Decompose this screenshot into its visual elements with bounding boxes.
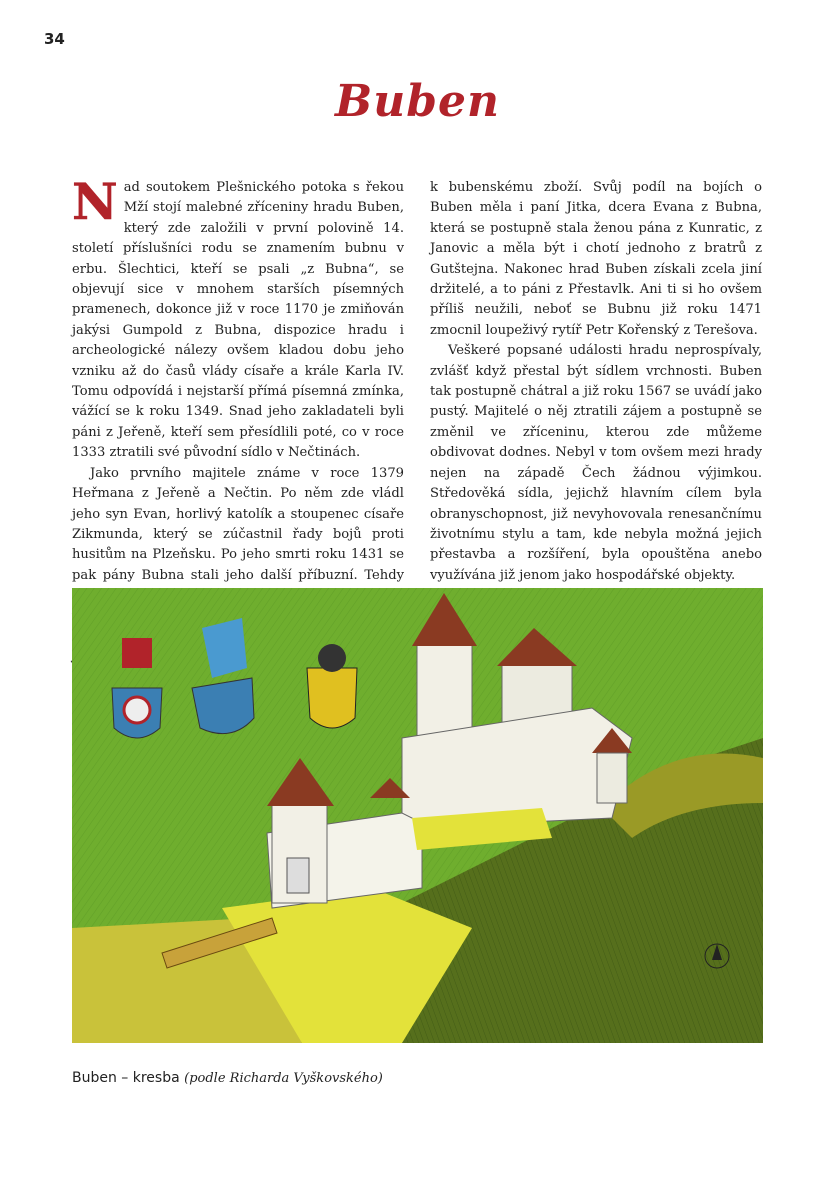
- page-number: 34: [44, 30, 65, 48]
- figure-caption: Buben – kresba (podle Richarda Vyškovského): [72, 1070, 383, 1086]
- drop-cap: N: [72, 172, 118, 231]
- paragraph: Veškeré popsané události hradu neprospívaly, zvlášť když přestal být sídlem vrchnosti. Buben tak postupně chátral a již roku 1567 se uvádí jako pustý. Majitelé o něj ztratili zájem a postupně se změnil ve zříceninu, kterou zde můžeme obdivovat dodnes. Nebyl v tom ovšem mezi hrady nejen na západě Čech žádnou výjimkou. Středověká sídla, jejichž hlavním cílem byla obranyschopnost, již nevyhovovala renesančnímu životnímu stylu a tam, kde nebyla možná jejich přestavba a rozšíření, byla opouštěna anebo využívána již jenom jako hospodářské objekty.: [430, 343, 762, 583]
- paragraph: Nad soutokem Plešnického potoka s řekou Mží stojí malebné zříceniny hradu Buben, který zde založili v první polovině 14. století příslušníci rodu se znamením bubnu v erbu. Šlechtici, kteří se psali „z Bubna“, se objevují sice v mnohem starších písemných pramenech, dokonce již v roce 1170 je zmiňován jakýsi Gumpold z Bubna, dispozice hradu i archeologické nálezy ovšem kladou dobu jeho vzniku až do časů vlády císaře a krále Karla IV. Tomu odpovídá i nejstarší přímá písemná zmínka, vážící se k roku 1349. Snad jeho zakladateli byli páni z Jeřeně, kteří sem přesídlili poté, co v roce 1333 ztratili své původní sídlo v Nečtinách.: [72, 172, 404, 461]
- paragraph: Jako prvního majitele známe v roce 1379 Heřmana z Jeřeně a Nečtin. Po něm zde vládl jeho syn Evan, horlivý katolík a stoupenec císaře Zikmunda, který se zúčastnil řady bojů proti husitům na Plzeňsku. Po jeho smrti roku 1431 se pak pány Bubna stali jeho další příbuzní. Tehdy: [72, 465, 404, 583]
- castle-illustration: [72, 588, 763, 1043]
- castle-drawing: [72, 588, 763, 1043]
- page-title: Buben: [335, 76, 500, 127]
- paragraph: k bubenskému zboží. Svůj podíl na bojích o Buben měla i paní Jitka, dcera Evana z Bubna, která se postupně stala ženou pána z Kunratic, z Janovic a měla být i chotí jednoho z bratrů z Gutštejna. Nakonec hrad Buben získali zcela jiní držitelé, a to páni z Přestavlk. Ani ti si ho ovšem příliš neužili, neboť se Bubnu již roku 1471 zmocnil loupeživý rytíř Petr Kořenský z Terešova.: [430, 180, 762, 338]
